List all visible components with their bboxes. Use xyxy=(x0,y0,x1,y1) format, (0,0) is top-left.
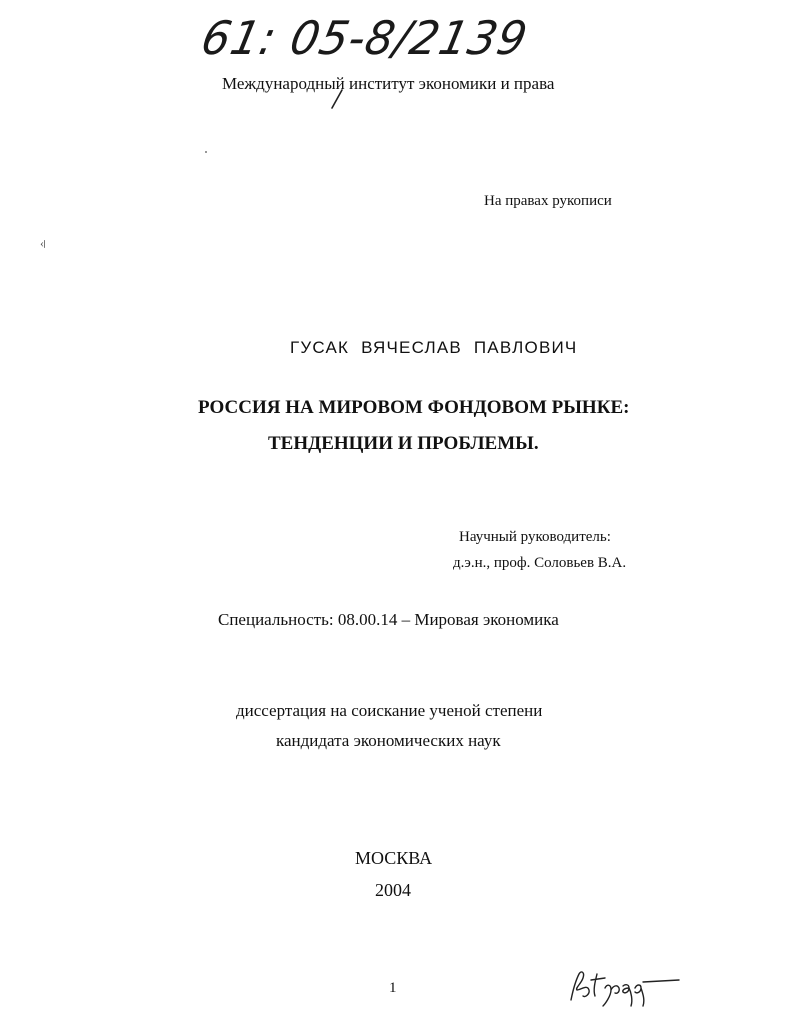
manuscript-note: На правах рукописи xyxy=(484,193,612,209)
degree-line-2: кандидата экономических наук xyxy=(276,731,501,750)
handwritten-archive-number: 61: 05-8/2139 xyxy=(196,12,533,66)
dissertation-title-line-2: ТЕНДЕНЦИИ И ПРОБЛЕМЫ. xyxy=(268,433,539,454)
dissertation-title-line-1: РОССИЯ НА МИРОВОМ ФОНДОВОМ РЫНКЕ: xyxy=(198,397,630,418)
specialty: Специальность: 08.00.14 – Мировая экономика xyxy=(218,610,559,629)
author-name: ГУСАК ВЯЧЕСЛАВ ПАВЛОВИЧ xyxy=(290,338,578,357)
scan-speck xyxy=(44,240,45,248)
city: МОСКВА xyxy=(355,848,433,868)
supervisor-name: д.э.н., проф. Соловьев В.А. xyxy=(453,555,627,571)
page-number: 1 xyxy=(389,980,397,996)
year: 2004 xyxy=(375,880,411,900)
scan-speck xyxy=(205,151,207,153)
supervisor-label: Научный руководитель: xyxy=(459,529,611,545)
scan-mark: ‹ xyxy=(40,236,44,250)
degree-line-1: диссертация на соискание ученой степени xyxy=(236,701,543,720)
handwritten-signature xyxy=(565,960,685,1008)
institute-name: Международный институт экономики и права xyxy=(222,74,555,93)
